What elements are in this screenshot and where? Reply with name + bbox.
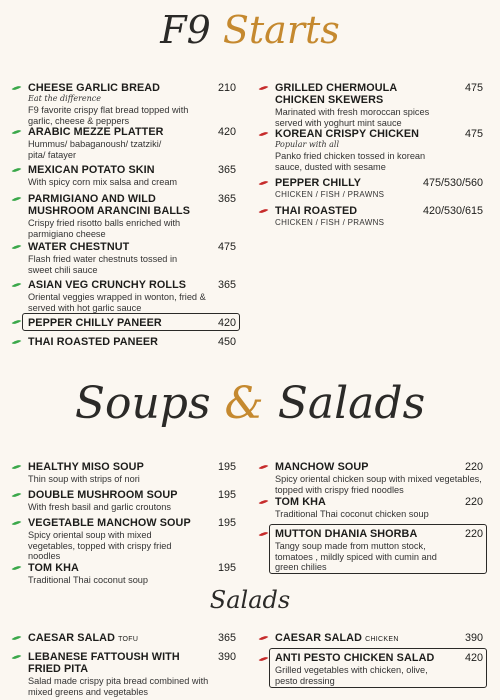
menu-item-mexican-potato-skin (28, 164, 236, 188)
veg-leaf-icon (12, 318, 22, 326)
veg-leaf-icon (12, 653, 22, 661)
veg-leaf-icon (12, 128, 22, 136)
menu-item-asian-veg-crunchy-rolls (28, 279, 236, 313)
item-name: MUTTON DHANIA SHORBA (275, 528, 418, 540)
item-name: TOM KHA (28, 562, 79, 574)
item-description: Traditional Thai coconut chicken soup (275, 509, 429, 519)
item-description: Flash fried water chestnuts tossed in sweet chili sauce (28, 254, 178, 275)
starts-title (0, 8, 500, 52)
item-description: Spicy oriental chicken soup with mixed vegetables, topped with crispy fried noodles (275, 474, 482, 495)
item-price: 450 (217, 336, 236, 348)
item-name: PARMIGIANO AND WILD MUSHROOM ARANCINI BALLS (28, 193, 191, 217)
item-description: Crispy fried risotto balls enriched with parmigiano cheese (28, 218, 181, 239)
item-description: F9 favorite crispy flat bread topped with garlic, cheese & peppers (28, 105, 189, 126)
menu-item-water-chestnut (28, 241, 236, 275)
menu-item-thai-roasted (275, 205, 483, 227)
soups-salads-title (0, 378, 500, 429)
veg-leaf-icon (12, 338, 22, 346)
item-description: Marinated with fresh moroccan spices served with yoghurt mint sauce (275, 107, 430, 128)
item-name: CAESAR SALAD (28, 632, 115, 644)
nonveg-leaf-icon (259, 634, 269, 642)
item-description: Hummus/ babaganoush/ tzatziki/ pita/ fatayer (28, 139, 162, 160)
veg-leaf-icon (12, 243, 22, 251)
menu-item-arancini-balls (28, 193, 236, 239)
veg-leaf-icon (12, 281, 22, 289)
menu-item-arabic-mezze-platter (28, 126, 236, 160)
menu-item-mutton-dhania-shorba (275, 528, 483, 573)
ampersand: & (224, 378, 264, 429)
item-name: ASIAN VEG CRUNCHY ROLLS (28, 279, 187, 291)
veg-leaf-icon (12, 463, 22, 471)
item-tagline: Eat the difference (28, 94, 102, 103)
item-name: WATER CHESTNUT (28, 241, 130, 253)
item-description: With spicy corn mix salsa and cream (28, 177, 178, 187)
nonveg-leaf-icon (259, 498, 269, 506)
item-price: 220 (464, 496, 483, 508)
item-price: 365 (217, 164, 236, 176)
item-name: ARABIC MEZZE PLATTER (28, 126, 164, 138)
item-description: Tangy soup made from mutton stock, tomatoes , mildly spiced with cumin and green chilies (275, 541, 437, 573)
item-description: Traditional Thai coconut soup (28, 575, 149, 585)
veg-leaf-icon (12, 634, 22, 642)
item-name: PEPPER CHILLY PANEER (28, 317, 162, 329)
item-name: PEPPER CHILLY (275, 177, 362, 189)
item-name: KOREAN CRISPY CHICKEN (275, 128, 420, 140)
item-description: Spicy oriental soup with mixed vegetables, topped with crispy fried noodles (28, 530, 172, 562)
menu-item-pepper-chilly-paneer (28, 317, 236, 329)
nonveg-leaf-icon (259, 207, 269, 215)
menu-item-korean-crispy-chicken (275, 128, 483, 172)
item-name: MEXICAN POTATO SKIN (28, 164, 155, 176)
menu-item-lebanese-fattoush (28, 651, 236, 697)
menu-item-tom-kha-chicken (275, 496, 483, 520)
item-description: Panko fried chicken tossed in korean sauce, dusted with sesame (275, 151, 426, 172)
starts-title-prefix: F9 (160, 8, 211, 52)
item-description: Oriental veggies wrapped in wonton, fried & served with hot garlic sauce (28, 292, 206, 313)
item-price: 365 (217, 632, 236, 644)
item-price: 195 (217, 562, 236, 574)
item-price: 195 (217, 461, 236, 473)
item-price: 420 (217, 126, 236, 138)
veg-leaf-icon (12, 519, 22, 527)
menu-item-thai-roasted-paneer (28, 336, 236, 348)
item-name: CHEESE GARLIC BREAD (28, 82, 161, 94)
item-price: 420 (217, 317, 236, 329)
veg-leaf-icon (12, 195, 22, 203)
item-price: 390 (464, 632, 483, 644)
item-price: 195 (217, 489, 236, 501)
menu-item-pepper-chilly (275, 177, 483, 199)
item-name: HEALTHY MISO SOUP (28, 461, 144, 473)
item-name: GRILLED CHERMOULA CHICKEN SKEWERS (275, 82, 397, 106)
menu-item-caesar-salad-tofu (28, 632, 236, 646)
item-price: 220 (464, 461, 483, 473)
item-name: THAI ROASTED PANEER (28, 336, 159, 348)
nonveg-leaf-icon (259, 530, 269, 538)
item-price: 220 (464, 528, 483, 540)
nonveg-leaf-icon (259, 179, 269, 187)
item-price: 210 (217, 82, 236, 94)
veg-leaf-icon (12, 166, 22, 174)
nonveg-leaf-icon (259, 130, 269, 138)
item-price: 390 (217, 651, 236, 663)
menu-item-manchow-soup (275, 461, 483, 495)
item-options: CHICKEN / FISH / PRAWNS (275, 218, 385, 227)
item-options: CHICKEN / FISH / PRAWNS (275, 190, 385, 199)
menu-item-cheese-garlic-bread (28, 82, 236, 126)
veg-leaf-icon (12, 564, 22, 572)
item-description: Salad made crispy pita bread combined with mixed greens and vegetables (28, 676, 209, 697)
item-variant: CHICKEN (365, 636, 399, 643)
salads-title-word: Salads (277, 378, 426, 429)
item-tagline: Popular with all (275, 140, 340, 149)
nonveg-leaf-icon (259, 84, 269, 92)
item-price: 195 (217, 517, 236, 529)
item-name: MANCHOW SOUP (275, 461, 369, 473)
item-price: 420/530/615 (422, 205, 483, 217)
item-description: Thin soup with strips of nori (28, 474, 140, 484)
item-name: THAI ROASTED (275, 205, 358, 217)
nonveg-leaf-icon (259, 655, 269, 663)
item-price: 420 (464, 652, 483, 664)
salads-subtitle: Salads (209, 586, 291, 614)
starts-title-word: Starts (222, 8, 340, 52)
nonveg-leaf-icon (259, 463, 269, 471)
item-price: 365 (217, 279, 236, 291)
item-name: CAESAR SALAD (275, 632, 362, 644)
soups-title-word: Soups (74, 378, 211, 429)
menu-item-healthy-miso-soup (28, 461, 236, 485)
item-variant: TOFU (118, 636, 139, 643)
item-name: VEGETABLE MANCHOW SOUP (28, 517, 191, 529)
item-price: 475 (464, 128, 483, 140)
item-name: TOM KHA (275, 496, 326, 508)
veg-leaf-icon (12, 84, 22, 92)
menu-item-caesar-salad-chicken (275, 632, 483, 646)
menu-item-chermoula-chicken-skewers (275, 82, 483, 128)
menu-item-tom-kha-veg (28, 562, 236, 586)
item-name: DOUBLE MUSHROOM SOUP (28, 489, 178, 501)
menu-item-anti-pesto-chicken-salad (275, 652, 483, 686)
item-price: 475 (217, 241, 236, 253)
menu-item-vegetable-manchow-soup (28, 517, 236, 562)
item-description: Grilled vegetables with chicken, olive, pesto dressing (275, 665, 428, 686)
item-name: LEBANESE FATTOUSH WITH FRIED PITA (28, 651, 180, 675)
menu-item-double-mushroom-soup (28, 489, 236, 513)
veg-leaf-icon (12, 491, 22, 499)
item-price: 475 (464, 82, 483, 94)
item-description: With fresh basil and garlic croutons (28, 502, 171, 512)
item-price: 365 (217, 193, 236, 205)
item-price: 475/530/560 (422, 177, 483, 189)
item-name: ANTI PESTO CHICKEN SALAD (275, 652, 435, 664)
